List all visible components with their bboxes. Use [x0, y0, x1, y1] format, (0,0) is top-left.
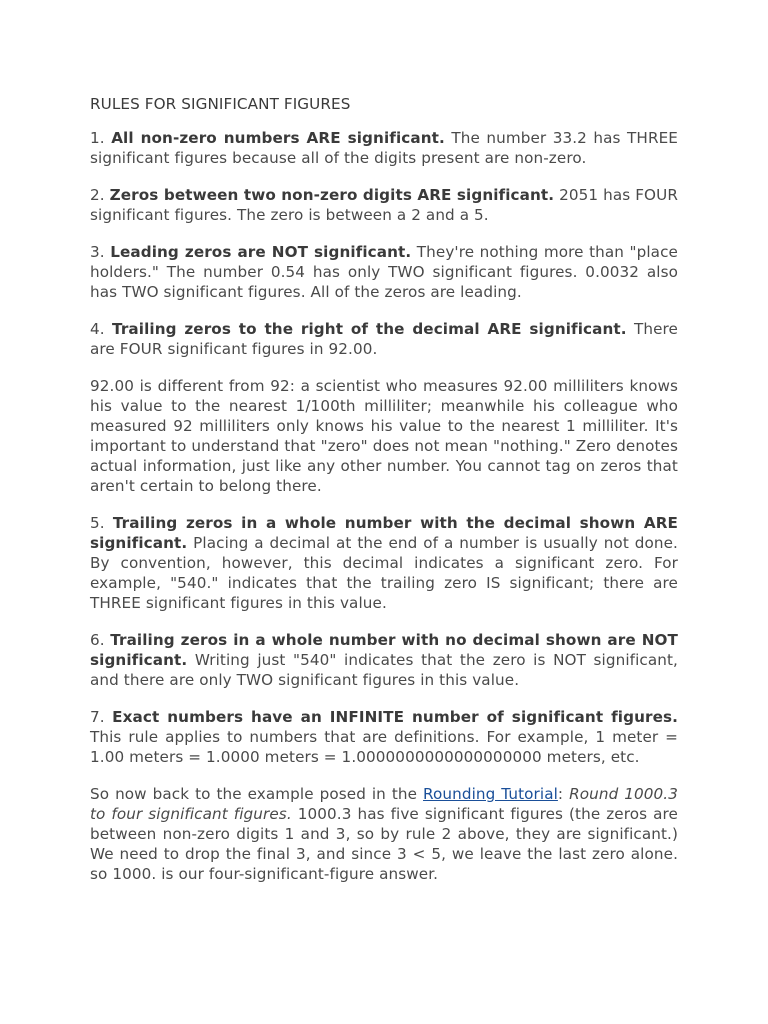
rule-6-text: Writing just "540" indicates that the zero is NOT significant, and there are only TWO significant figures in this value. [90, 651, 678, 689]
explanation-paragraph: 92.00 is different from 92: a scientist who measures 92.00 milliliters knows his value to the nearest 1/100th milliliter; meanwhile his colleague who measured 92 milliliters only knows his value to the nearest 1 milliliter. It's important to understand that "zero" does not mean "nothing." Zero denotes actual information, just like any other number. You cannot tag on zeros that aren't certain to belong there. [90, 377, 678, 495]
rule-4-heading: Trailing zeros to the right of the decimal ARE significant. [112, 320, 627, 338]
rule-4-number: 4. [90, 320, 105, 338]
closing-intro: So now back to the example posed in the [90, 785, 418, 803]
rule-1-number: 1. [90, 129, 105, 147]
rule-4-text: There are FOUR significant figures in 92.00. [90, 320, 679, 358]
rule-5-heading: Trailing zeros in a whole number with the decimal shown ARE significant. [90, 514, 678, 552]
document-title: RULES FOR SIGNIFICANT FIGURES [90, 95, 351, 113]
rule-2-heading: Zeros between two non-zero digits ARE significant. [109, 186, 555, 204]
rule-3 [90, 242, 678, 302]
rounding-tutorial-link[interactable]: Rounding Tutorial [423, 785, 558, 803]
rule-7-heading: Exact numbers have an INFINITE number of significant figures. [112, 708, 678, 726]
closing-rest: 1000.3 has five significant figures (the zeros are between non-zero digits 1 and 3, so by rule 2 above, they are significant.) We need to drop the final 3, and since 3 < 5, we leave the last zero alone. so 1000. is our four-significant-figure answer. [90, 805, 678, 883]
rule-3-text: They're nothing more than "place holders." The number 0.54 has only TWO significant figures. 0.0032 also has TWO significant figures. All of the zeros are leading. [90, 243, 678, 301]
rule-1 [90, 128, 678, 168]
rule-7-number: 7. [90, 708, 105, 726]
rule-3-heading: Leading zeros are NOT significant. [110, 243, 412, 261]
rule-4 [90, 319, 678, 359]
rule-1-text: The number 33.2 has THREE significant figures because all of the digits present are non-zero. [90, 129, 678, 167]
closing-paragraph [90, 784, 678, 884]
closing-italic-example: Round 1000.3 to four significant figures. [90, 785, 678, 823]
rule-2-number: 2. [90, 186, 105, 204]
rule-1-heading: All non-zero numbers ARE significant. [111, 129, 445, 147]
rule-7-text: This rule applies to numbers that are definitions. For example, 1 meter = 1.00 meters = 1.0000 meters = 1.0000000000000000000 meters, etc. [90, 728, 678, 766]
rule-5-number: 5. [90, 514, 105, 532]
rule-6-number: 6. [90, 631, 105, 649]
document-page [90, 94, 678, 901]
closing-colon: : [557, 785, 564, 803]
rule-5-text: Placing a decimal at the end of a number is usually not done. By convention, however, this decimal indicates a significant zero. For example, "540." indicates that the trailing zero IS significant; there are THREE significant figures in this value. [90, 534, 678, 612]
rule-7 [90, 707, 678, 767]
rule-6 [90, 630, 678, 690]
rule-2-text: 2051 has FOUR significant figures. The zero is between a 2 and a 5. [90, 186, 678, 224]
rule-3-number: 3. [90, 243, 105, 261]
rule-5 [90, 513, 678, 613]
rule-2 [90, 185, 678, 225]
rule-6-heading: Trailing zeros in a whole number with no decimal shown are NOT significant. [90, 631, 678, 669]
